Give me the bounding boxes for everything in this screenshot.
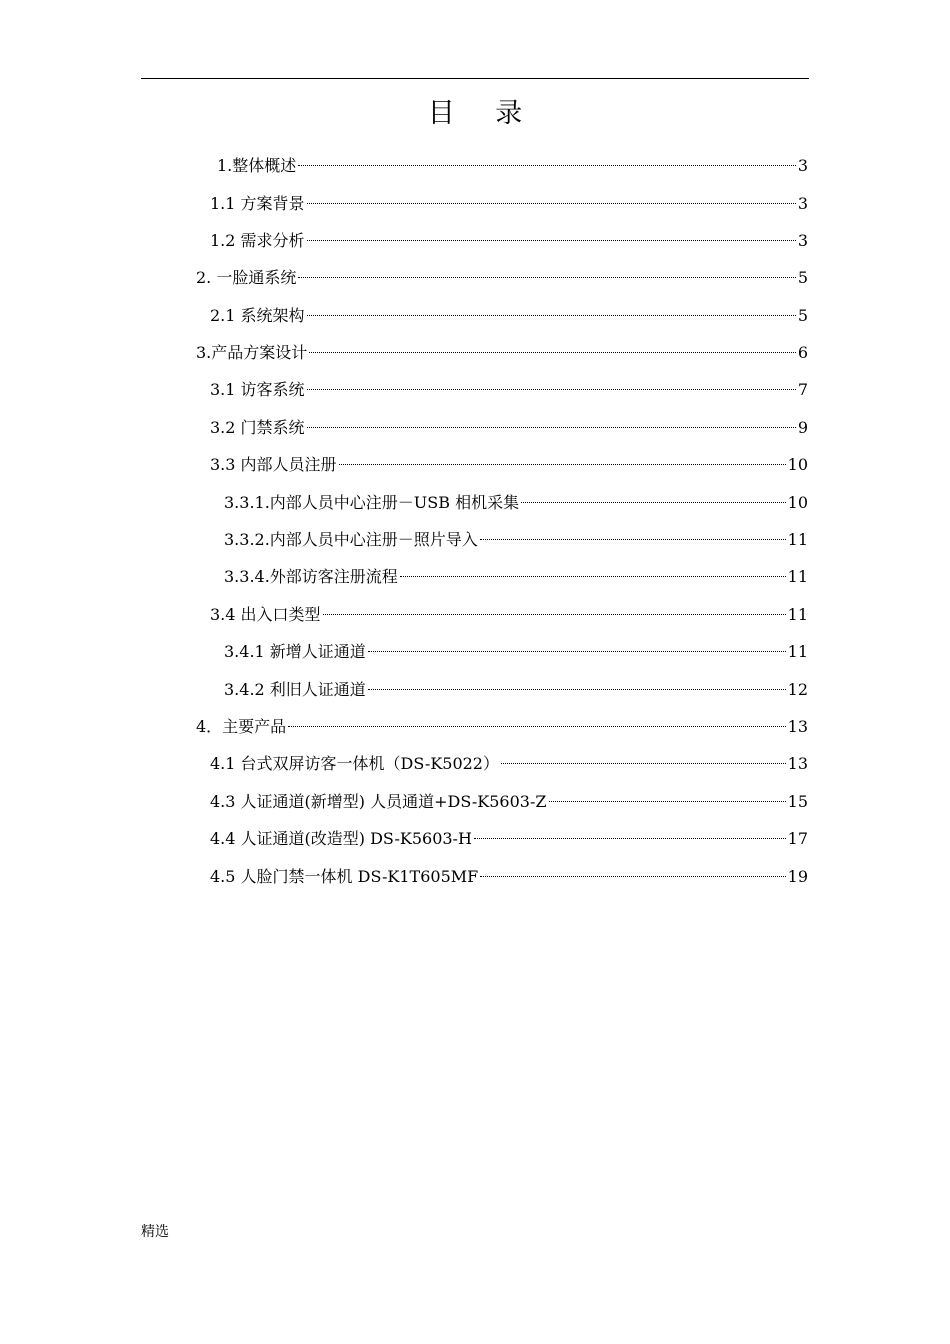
dot-leader — [368, 689, 786, 690]
dot-leader — [474, 838, 786, 839]
toc-entry-page: 11 — [787, 567, 808, 586]
dot-leader — [307, 240, 796, 241]
toc-entry-label: 4．主要产品 — [196, 717, 287, 736]
dot-leader — [307, 427, 796, 428]
toc-entry[interactable] — [210, 752, 808, 776]
dot-leader — [480, 539, 786, 540]
toc-entry-label: 1.1 方案背景 — [210, 194, 305, 213]
toc-entry-page: 10 — [787, 493, 808, 512]
toc-entry-label: 4.1 台式双屏访客一体机（DS-K5022） — [210, 754, 499, 773]
toc-entry-label: 3.3.1.内部人员中心注册－USB 相机采集 — [224, 493, 520, 512]
toc-entry-label: 4.5 人脸门禁一体机 DS-K1T605MF — [210, 867, 479, 886]
dot-leader — [480, 876, 785, 877]
dot-leader — [400, 576, 786, 577]
toc-entry-label: 3.2 门禁系统 — [210, 418, 305, 437]
toc-entry-page: 15 — [787, 792, 808, 811]
toc-entry-page: 19 — [787, 867, 808, 886]
toc-entry[interactable] — [210, 790, 808, 814]
toc-entry-page: 3 — [797, 156, 808, 175]
dot-leader — [307, 203, 796, 204]
toc-entry[interactable] — [196, 715, 808, 739]
toc-entry-page: 11 — [787, 530, 808, 549]
dot-leader — [309, 352, 796, 353]
dot-leader — [323, 614, 786, 615]
toc-entry-label: 3.1 访客系统 — [210, 380, 305, 399]
dot-leader — [521, 502, 786, 503]
toc-entry-label: 3.4.1 新增人证通道 — [224, 642, 366, 661]
toc-entry[interactable] — [210, 827, 808, 851]
toc-entry-page: 13 — [787, 717, 808, 736]
toc-entry-page: 10 — [787, 455, 808, 474]
toc-entry-page: 3 — [797, 194, 808, 213]
toc-entry[interactable] — [217, 154, 808, 178]
toc-entry-label: 3.3.2.内部人员中心注册－照片导入 — [224, 530, 478, 549]
dot-leader — [288, 726, 785, 727]
toc-entry[interactable] — [196, 266, 808, 290]
dot-leader — [298, 165, 796, 166]
toc-entry-label: 2.1 系统架构 — [210, 306, 305, 325]
dot-leader — [298, 277, 795, 278]
toc-entry-label: 3.4 出入口类型 — [210, 605, 321, 624]
toc-entry-label: 4.3 人证通道(新增型) 人员通道+DS-K5603-Z — [210, 792, 547, 811]
toc-title: 目 录 — [427, 98, 539, 129]
toc-entry-label: 1.整体概述 — [217, 156, 297, 175]
toc-entry-label: 3.3 内部人员注册 — [210, 455, 337, 474]
dot-leader — [368, 651, 786, 652]
toc-entry[interactable] — [224, 565, 808, 589]
toc-entry[interactable] — [224, 640, 808, 664]
toc-entry[interactable] — [224, 491, 808, 515]
toc-entry-label: 1.2 需求分析 — [210, 231, 305, 250]
toc-entry[interactable] — [224, 678, 808, 702]
toc-entry[interactable] — [196, 341, 808, 365]
dot-leader — [307, 389, 796, 390]
toc-entry[interactable] — [210, 416, 808, 440]
toc-entry-page: 11 — [787, 642, 808, 661]
toc-entry[interactable] — [224, 528, 808, 552]
toc-entry-page: 17 — [787, 829, 808, 848]
toc-entry[interactable] — [210, 378, 808, 402]
dot-leader — [339, 464, 786, 465]
toc-entry-page: 3 — [797, 231, 808, 250]
toc-entry-page: 9 — [797, 418, 808, 437]
toc-entry-page: 11 — [787, 605, 808, 624]
footer-label: 精选 — [141, 1224, 169, 1240]
toc-entry-page: 5 — [797, 306, 808, 325]
dot-leader — [549, 801, 786, 802]
toc-entry-page: 12 — [787, 680, 808, 699]
toc-entry-label: 2. 一脸通系统 — [196, 268, 297, 287]
toc-entry-label: 3.4.2 利旧人证通道 — [224, 680, 366, 699]
toc-entry-page: 13 — [787, 754, 808, 773]
toc-entry-label: 3.3.4.外部访客注册流程 — [224, 567, 398, 586]
toc-entry-page: 6 — [797, 343, 808, 362]
toc-entry-label: 4.4 人证通道(改造型) DS-K5603-H — [210, 829, 472, 848]
dot-leader — [501, 763, 786, 764]
toc-entry[interactable] — [210, 603, 808, 627]
toc-entry[interactable] — [210, 229, 808, 253]
toc-entry-page: 7 — [797, 380, 808, 399]
toc-entry-label: 3.产品方案设计 — [196, 343, 308, 362]
toc-entry[interactable] — [210, 865, 808, 889]
toc-entry[interactable] — [210, 192, 808, 216]
toc-entry[interactable] — [210, 453, 808, 477]
header-rule — [141, 78, 809, 79]
toc-entry-page: 5 — [797, 268, 808, 287]
toc-entry[interactable] — [210, 304, 808, 328]
dot-leader — [307, 315, 796, 316]
